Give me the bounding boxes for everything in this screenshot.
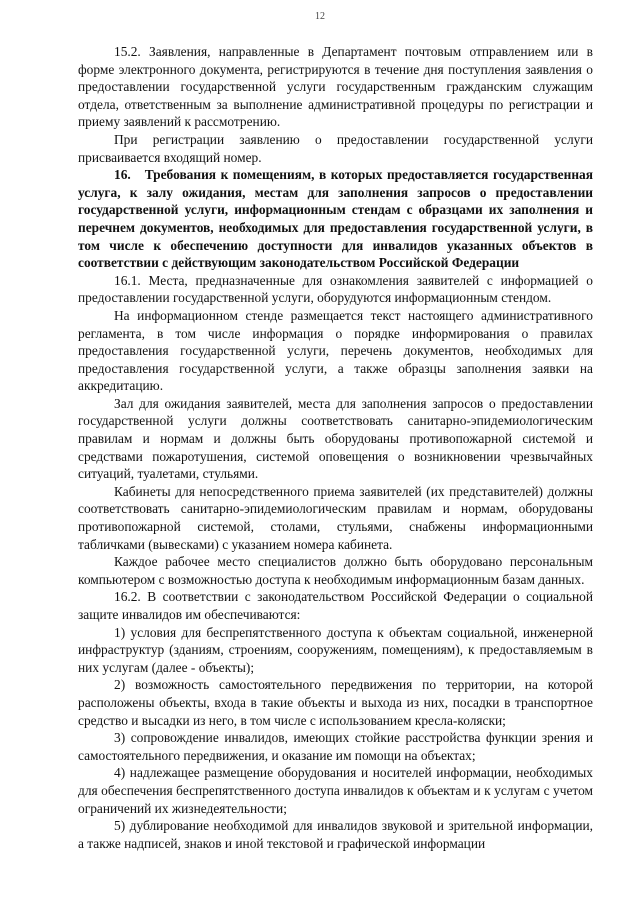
list-item-2: 2) возможность самостоятельного передвижения по территории, на которой расположены объекты, входа в такие объекты и выхода из них, посадки в транспортное средство и высадки из него, в том числе с использованием кресла-коляски; [78, 677, 593, 728]
paragraph-15-2: 15.2. Заявления, направленные в Департамент почтовым отправлением или в форме электронного документа, регистрируются в течение дня поступления заявления о предоставлении государственной услуги государственным гражданским служащим отдела, ответственным за выполнение административной процедуры по регистрации и приему заявлений к рассмотрению. [78, 44, 593, 130]
list-item-5: 5) дублирование необходимой для инвалидов звуковой и зрительной информации, а также надписей, знаков и иной текстовой и графической информации [78, 818, 593, 851]
section-title: Требования к помещениям, в которых предоставляется государственная услуга, к залу ожидания, местам для заполнения запросов о предоставлении государственной услуги, информационным стендам с образцами их заполнения и перечнем документов, необходимых для предоставления государственной услуги, в том числе к обеспечению доступности для инвалидов указанных объектов в соответствии с действующим законодательством Российской Федерации [78, 167, 593, 271]
paragraph-cabinets: Кабинеты для непосредственного приема заявителей (их представителей) должны соответствовать санитарно-эпидемиологическим правилам и нормам, оборудованы противопожарной системой, столами, стульями, снабжены информационными табличками (вывесками) с указанием номера кабинета. [78, 483, 593, 552]
list-item-3: 3) сопровождение инвалидов, имеющих стойкие расстройства функции зрения и самостоятельного передвижения, и оказание им помощи на объектах; [78, 730, 593, 763]
paragraph-info-stand: На информационном стенде размещается текст настоящего административного регламента, в том числе информация о порядке информирования о правилах предоставления государственной услуги, перечень документов, необходимых для предоставления государственной услуги, а также образцы заполнения заявки на аккредитацию. [78, 307, 593, 394]
paragraph-16-2: 16.2. В соответствии с законодательством Российской Федерации о социальной защите инвалидов им обеспечиваются: [78, 589, 593, 622]
paragraph-workplace: Каждое рабочее место специалистов должно быть оборудовано персональным компьютером с возможностью доступа к необходимым информационным базам данных. [78, 554, 593, 587]
list-item-4: 4) надлежащее размещение оборудования и носителей информации, необходимых для обеспечения беспрепятственного доступа инвалидов к объектам и к услугам с учетом ограничений их жизнедеятельности; [78, 765, 593, 816]
paragraph-16-1: 16.1. Места, предназначенные для ознакомления заявителей с информацией о предоставлении государственной услуги, оборудуются информационным стендом. [78, 272, 593, 306]
paragraph-waiting-hall: Зал для ожидания заявителей, места для заполнения запросов о предоставлении государственной услуги должны соответствовать санитарно-эпидемиологическим правилам и нормам и должны быть оборудованы противопожарной системой и средствами пожаротушения, системой оповещения о возникновении чрезвычайных ситуаций, туалетами, стульями. [78, 395, 593, 482]
list-item-1: 1) условия для беспрепятственного доступа к объектам социальной, инженерной инфраструктур (зданиям, строениям, сооружениям, помещениям), к предоставляемым в них услугам (далее - объекты); [78, 624, 593, 675]
section-heading-16 [78, 166, 593, 272]
page-number: 12 [315, 11, 325, 22]
document-body [78, 43, 593, 852]
paragraph-registration-number: При регистрации заявлению о предоставлении государственной услуги присваивается входящий номер. [78, 131, 593, 165]
section-number: 16. [114, 167, 131, 183]
